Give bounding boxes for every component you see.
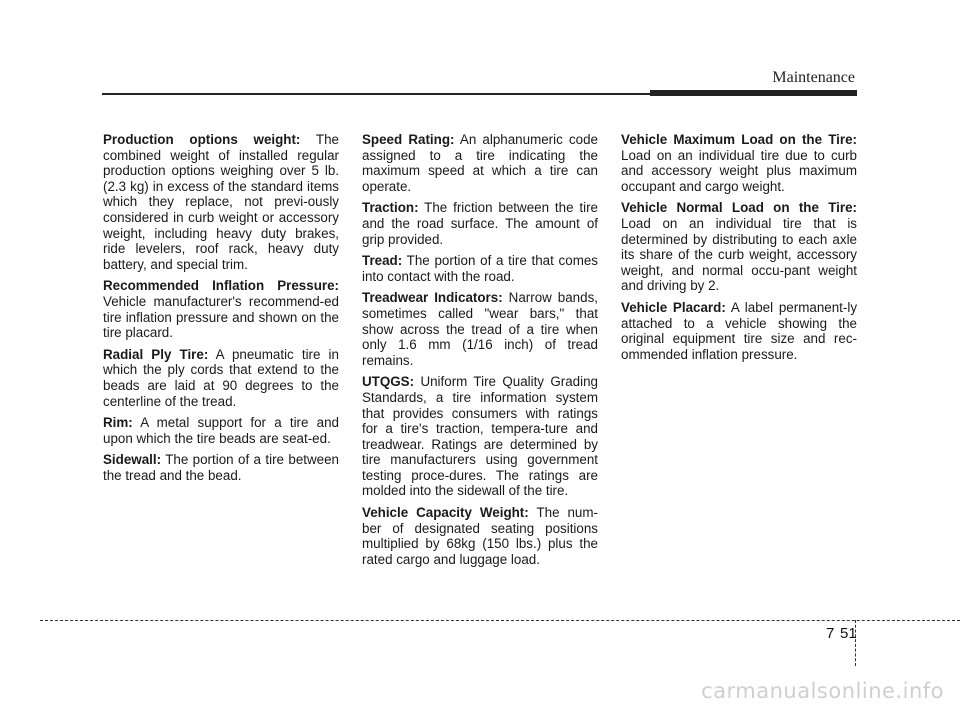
glossary-term: Production options weight: [103,132,301,147]
glossary-entry [103,278,339,340]
glossary-term: Recommended Inflation Pressure: [103,278,339,294]
glossary-definition: The portion of a tire that comes into contact with the road. [362,253,598,284]
glossary-definition: The num-ber of designated seating positions multiplied by 68kg (150 lbs.) plus the rated cargo and luggage load. [362,505,598,567]
page-number: 51 [840,625,857,642]
chapter-number: 7 [826,625,835,642]
glossary-definition: The portion of a tire between the tread and the bead. [103,452,339,483]
column-2 [362,132,598,573]
glossary-entry [362,505,598,567]
glossary-term: Vehicle Capacity Weight: [362,505,529,521]
glossary-entry [621,300,857,362]
glossary-definition: A pneumatic tire in which the ply cords that extend to the beads are laid at 90 degrees to the centerline of the tread. [103,346,339,409]
glossary-definition: Load on an individual tire due to curb and accessory weight plus maximum occupant and cargo weight. [621,147,857,194]
glossary-entry [103,415,339,446]
header-rule-thick [650,90,857,96]
glossary-entry [362,200,598,247]
glossary-term: Treadwear Indicators: [362,290,503,306]
glossary-entry [362,374,598,499]
column-3 [621,132,857,368]
glossary-term: Rim: [103,415,133,431]
glossary-definition: Vehicle manufacturer's recommend-ed tire inflation pressure and shown on the tire placard. [103,293,339,341]
glossary-entry [103,347,339,409]
glossary-term: Speed Rating: [362,132,455,147]
header-rule [102,93,650,95]
glossary-definition: A label permanent-ly attached to a vehicle showing the original equipment tire size and rec-ommended inflation pressure. [621,299,858,362]
glossary-term: Radial Ply Tire: [103,346,209,362]
glossary-term: Vehicle Maximum Load on the Tire: [621,132,857,147]
glossary-definition: Load on an individual tire that is determined by distributing to each axle its share of the curb weight, accessory weight, and normal occu-pant weight and driving by 2. [621,215,857,294]
glossary-entry [362,290,598,368]
section-title: Maintenance [772,69,855,86]
column-1 [103,132,339,489]
glossary-term: UTQGS: [362,374,415,390]
glossary-term: Traction: [362,200,419,216]
glossary-definition: Narrow bands, sometimes called "wear bars," that show across the tread of a tire when only 1.6 mm (1/16 inch) of tread remains. [362,290,598,368]
glossary-term: Vehicle Placard: [621,299,726,315]
glossary-entry [362,253,598,284]
glossary-term: Vehicle Normal Load on the Tire: [621,200,857,216]
watermark: carmanualsonline.info [701,679,944,703]
glossary-entry [362,132,598,194]
glossary-entry [103,132,339,272]
glossary-definition: The friction between the tire and the road surface. The amount of grip provided. [362,200,598,247]
glossary-term: Tread: [362,253,403,269]
glossary-entry [621,132,857,194]
glossary-definition: A metal support for a tire and upon which the tire beads are seat-ed. [103,415,339,446]
glossary-entry [103,452,339,483]
footer-dashed-rule [40,620,960,621]
glossary-definition: The combined weight of installed regular production options weighing over 5 lb.(2.3 kg) in excess of the standard items which they replace, not previ-ously considered in curb weight or accessory weight, including heavy duty brakes, ride levelers, roof rack, heavy duty battery, and special trim. [103,132,339,272]
glossary-term: Sidewall: [103,452,162,468]
glossary-definition: Uniform Tire Quality Grading Standards, a tire information system that provides consumers with ratings for a tire's traction, tempera-ture and treadwear. Ratings are determined by tire manufacturers using government testing proce-dures. The ratings are molded into the sidewall of the tire. [362,374,598,499]
glossary-entry [621,200,857,294]
glossary-definition: An alphanumeric code assigned to a tire indicating the maximum speed at which a tire can operate. [362,132,599,194]
